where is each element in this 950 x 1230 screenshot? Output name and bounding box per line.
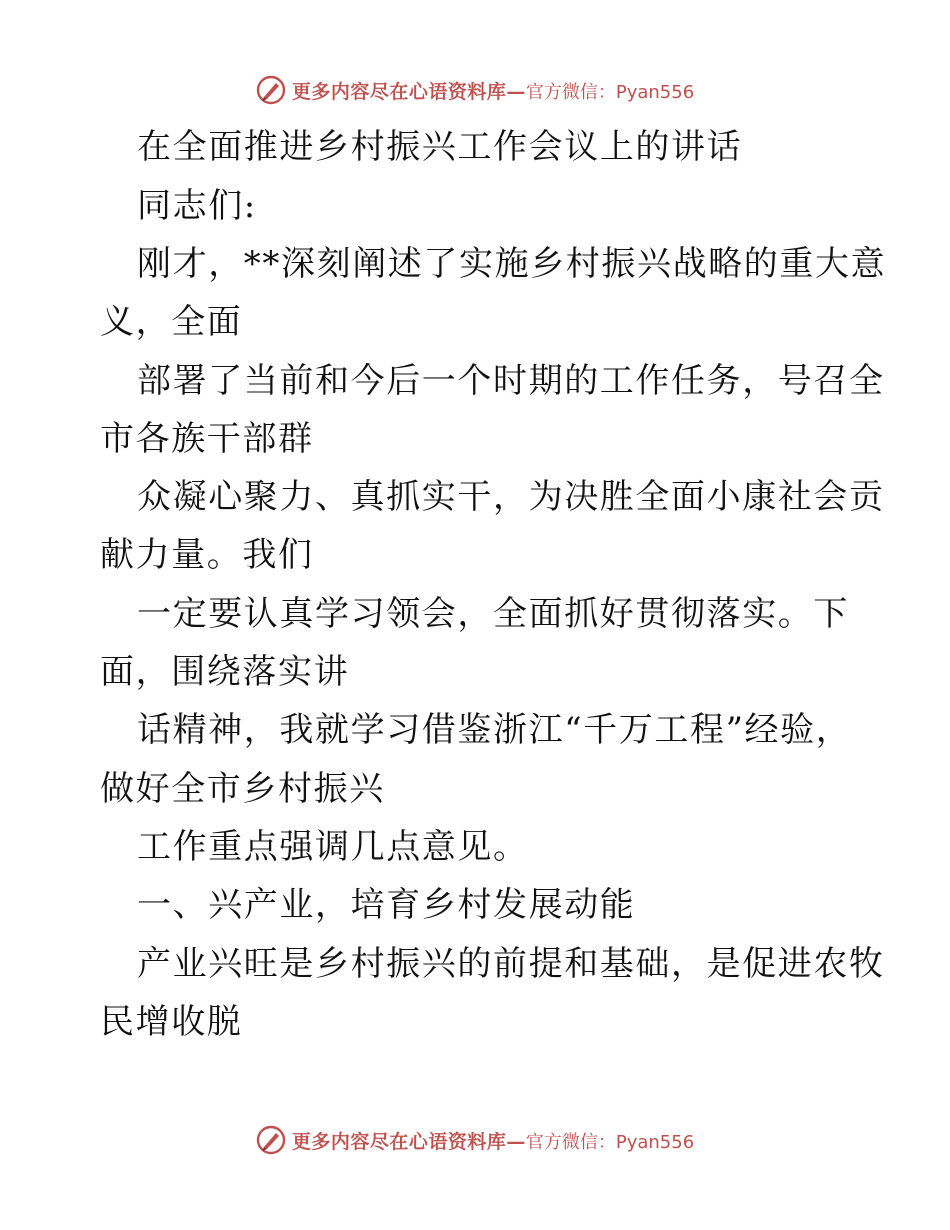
salutation: 同志们: (137, 186, 257, 226)
watermark-text (292, 1127, 694, 1154)
paragraph-line: 部署了当前和今后一个时期的工作任务，号召全 (137, 361, 885, 401)
quill-pen-logo-icon (256, 75, 286, 105)
document-title: 在全面推进乡村振兴工作会议上的讲话 (137, 127, 743, 167)
watermark-banner-bottom (0, 1120, 950, 1160)
watermark-banner-top (0, 70, 950, 110)
paragraph-line: 工作重点强调几点意见。 (137, 827, 529, 867)
watermark-wechat: 官方微信：Pyan556 (525, 81, 695, 103)
paragraph-line: 众凝心聚力、真抓实干，为决胜全面小康社会贡 (137, 477, 885, 517)
watermark-lead: 更多内容尽在心语资料库— (291, 80, 526, 103)
paragraph-line: 民增收脱 (100, 1002, 243, 1042)
paragraph-line: 刚才，**深刻阐述了实施乡村振兴战略的重大意 (137, 244, 887, 284)
watermark-text (292, 77, 694, 104)
paragraph-line: 义，全面 (100, 302, 243, 342)
quill-pen-logo-icon (256, 1125, 286, 1155)
watermark-lead: 更多内容尽在心语资料库— (291, 1130, 526, 1153)
paragraph-line: 话精神，我就学习借鉴浙江“千万工程”经验， (137, 710, 852, 750)
paragraph-line: 市各族干部群 (100, 419, 314, 459)
watermark-wechat: 官方微信：Pyan556 (525, 1131, 695, 1153)
paragraph-line: 产业兴旺是乡村振兴的前提和基础，是促进农牧 (137, 944, 885, 984)
paragraph-line: 献力量。我们 (100, 535, 314, 575)
section-heading: 一、兴产业，培育乡村发展动能 (137, 885, 636, 925)
paragraph-line: 一定要认真学习领会，全面抓好贯彻落实。下 (137, 594, 849, 634)
paragraph-line: 面，围绕落实讲 (100, 652, 350, 692)
paragraph-line: 做好全市乡村振兴 (100, 769, 385, 809)
